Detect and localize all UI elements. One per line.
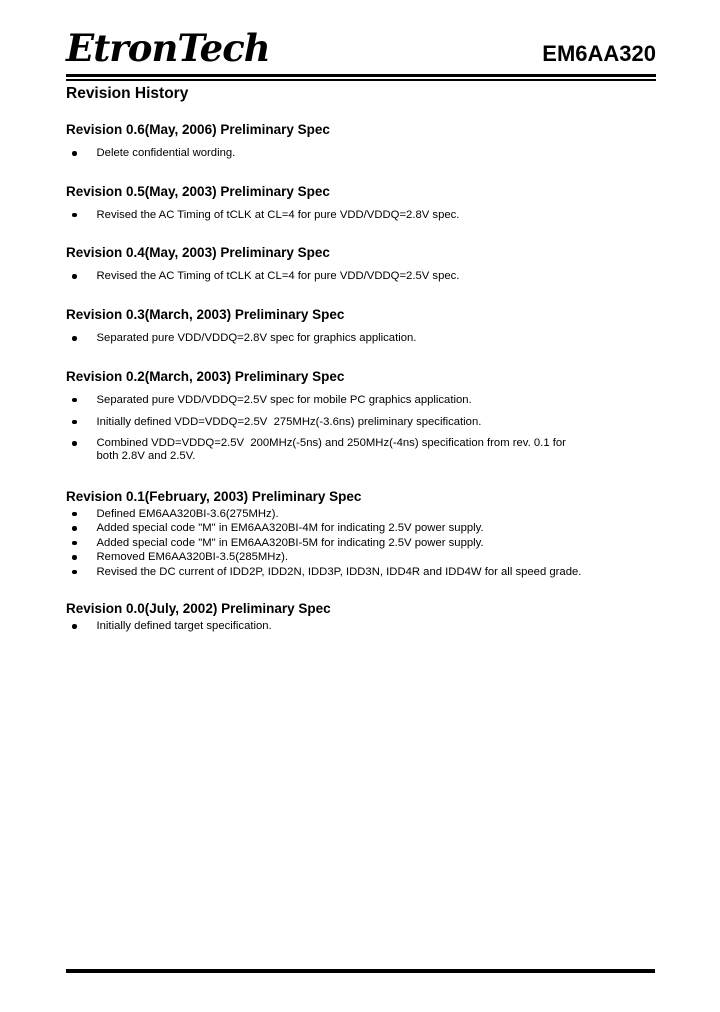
bullet-text: Defined EM6AA320BI-3.6(275MHz). (96, 507, 279, 520)
bullet-item (66, 332, 656, 345)
bullet-text: Separated pure VDD/VDDQ=2.8V spec for graphics application. (96, 332, 417, 345)
bullet-item (66, 551, 656, 565)
bullet-list (66, 332, 656, 345)
bullet-item (66, 416, 656, 429)
bullet-list (66, 209, 656, 222)
bullet-text: Initially defined VDD=VDDQ=2.5V 275MHz(-3.6ns) preliminary specification. (96, 415, 482, 428)
bullet-icon (72, 336, 77, 341)
bullet-item (66, 566, 656, 580)
bullet-item (66, 537, 656, 551)
bullet-item (66, 209, 656, 222)
revision-heading: Revision 0.2(March, 2003) Preliminary Spec (66, 368, 345, 384)
revision-section-0-1 (66, 489, 656, 580)
bullet-text: Revised the AC Timing of tCLK at CL=4 for pure VDD/VDDQ=2.8V spec. (96, 208, 460, 221)
bullet-list (66, 147, 656, 160)
bullet-icon (72, 420, 77, 425)
revision-heading: Revision 0.6(May, 2006) Preliminary Spec (66, 122, 330, 137)
revision-section-0-4 (66, 245, 656, 283)
bullet-icon (72, 151, 77, 156)
revision-heading: Revision 0.3(March, 2003) Preliminary Spec (66, 307, 345, 323)
bullet-icon (72, 274, 77, 279)
page-content (66, 0, 656, 635)
revision-heading: Revision 0.0(July, 2002) Preliminary Spec (66, 601, 331, 617)
bullet-list (66, 270, 656, 283)
revision-heading: Revision 0.5(May, 2003) Preliminary Spec (66, 183, 330, 199)
bullet-item (66, 394, 656, 407)
bullet-list (66, 508, 656, 580)
revision-section-0-0 (66, 601, 656, 634)
bullet-icon (72, 441, 77, 446)
bullet-item (66, 437, 656, 462)
revision-heading: Revision 0.1(February, 2003) Preliminary Spec (66, 488, 362, 504)
bullet-item (66, 270, 656, 283)
revision-heading: Revision 0.4(May, 2003) Preliminary Spec (66, 245, 330, 261)
bullet-text: Combined VDD=VDDQ=2.5V 200MHz(-5ns) and 250MHz(-4ns) specification from rev. 0.1 for both 2.8V and 2.5V. (96, 437, 570, 462)
footer-rule (66, 969, 655, 973)
bullet-list (66, 394, 656, 463)
page-title: Revision History (66, 85, 189, 102)
bullet-text: Added special code "M" in EM6AA320BI-5M for indicating 2.5V power supply. (96, 536, 484, 549)
company-logo: EtronTech (66, 26, 270, 70)
bullet-list (66, 620, 656, 634)
bullet-item (66, 508, 656, 522)
bullet-icon (72, 512, 77, 517)
bullet-text: Separated pure VDD/VDDQ=2.5V spec for mobile PC graphics application. (96, 393, 472, 406)
bullet-text: Revised the DC current of IDD2P, IDD2N, IDD3P, IDD3N, IDD4R and IDD4W for all speed grade. (96, 565, 582, 578)
bullet-text: Removed EM6AA320BI-3.5(285MHz). (96, 551, 289, 564)
bullet-icon (72, 570, 77, 575)
bullet-item (66, 147, 656, 160)
revision-section-0-5 (66, 184, 656, 222)
bullet-icon (72, 213, 77, 218)
bullet-text: Delete confidential wording. (96, 147, 236, 159)
bullet-item (66, 522, 656, 536)
revision-section-0-6 (66, 122, 656, 160)
revision-section-0-3 (66, 307, 656, 345)
bullet-text: Initially defined target specification. (96, 620, 272, 633)
revision-section-0-2 (66, 369, 656, 463)
masthead (66, 0, 656, 68)
bullet-item (66, 620, 656, 634)
part-number: EM6AA320 (542, 41, 656, 66)
header-double-rule (66, 74, 656, 81)
bullet-text: Revised the AC Timing of tCLK at CL=4 for pure VDD/VDDQ=2.5V spec. (96, 270, 460, 283)
bullet-icon (72, 541, 77, 546)
bullet-icon (72, 555, 77, 560)
bullet-icon (72, 624, 77, 629)
bullet-icon (72, 526, 77, 531)
bullet-icon (72, 398, 77, 403)
bullet-text: Added special code "M" in EM6AA320BI-4M for indicating 2.5V power supply. (96, 522, 484, 535)
